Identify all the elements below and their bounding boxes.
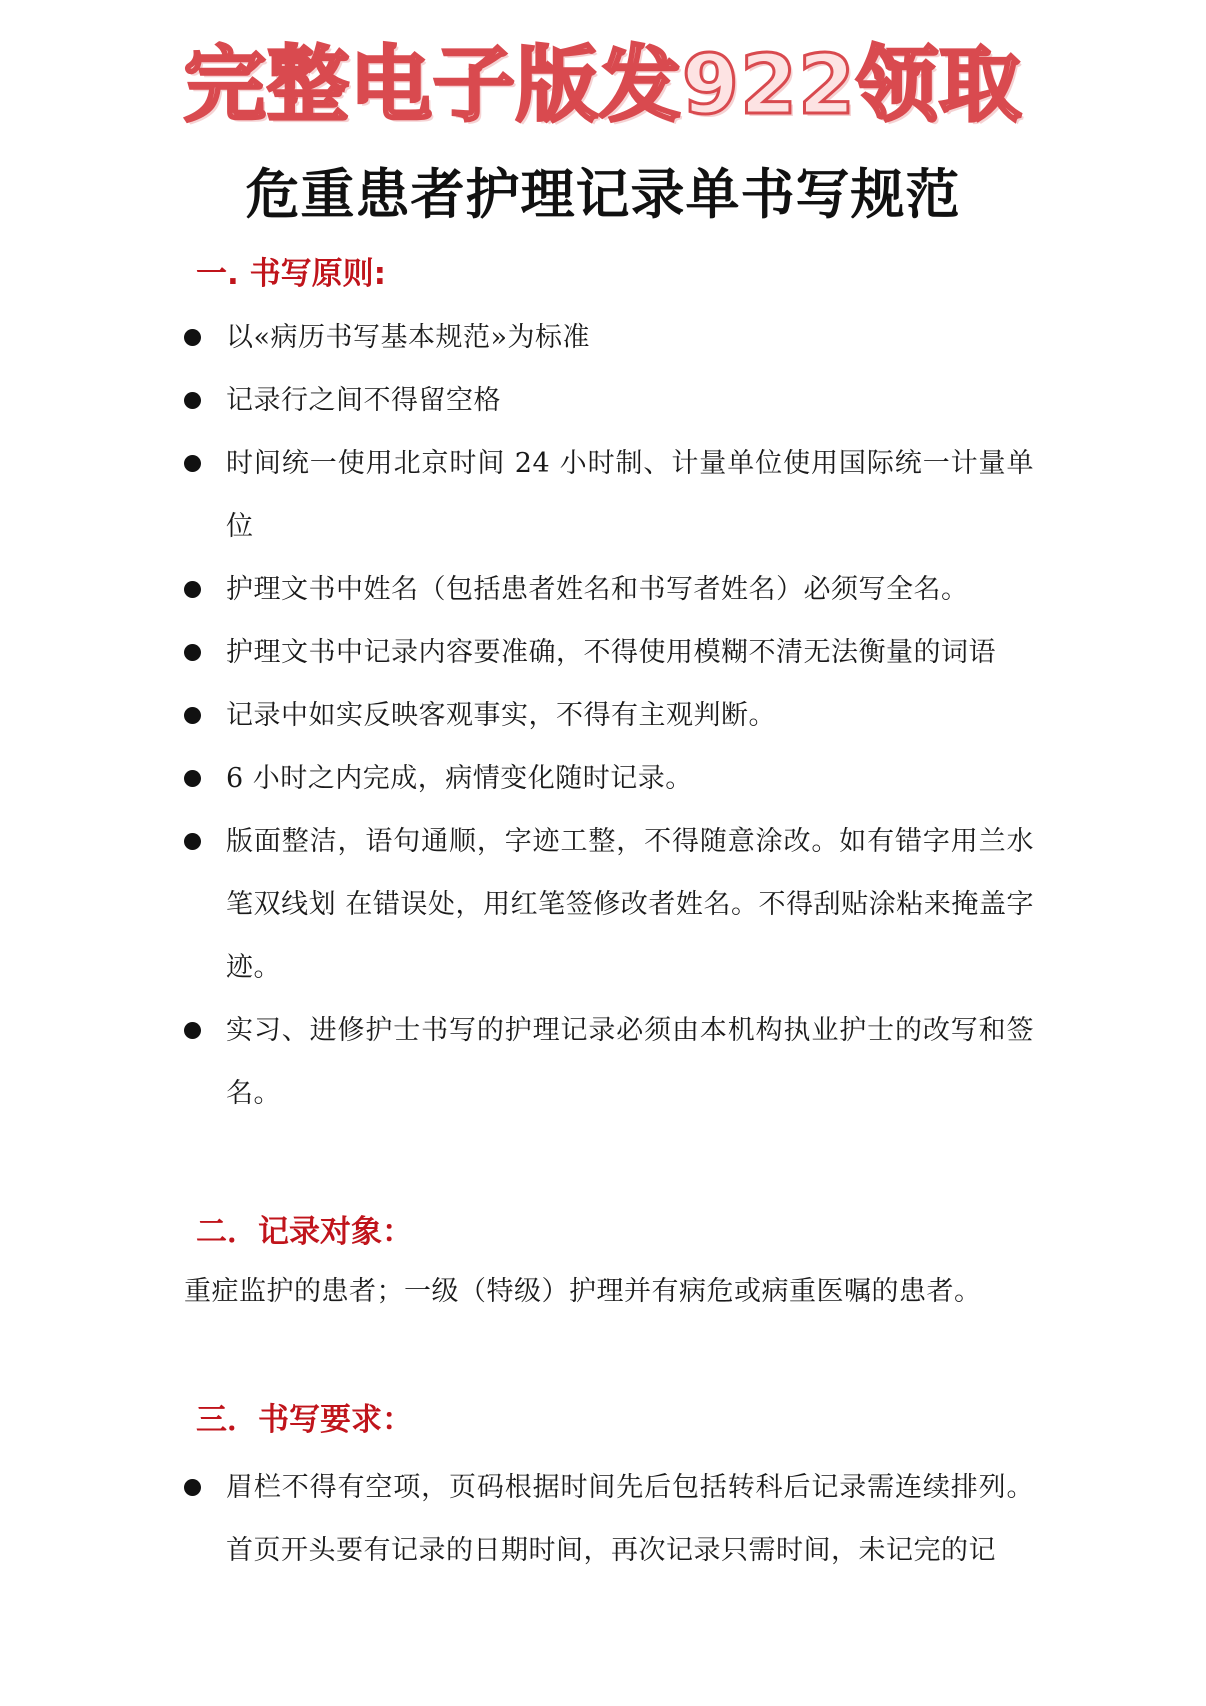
list-item-text: 眉栏不得有空项，页码根据时间先后包括转科后记录需连续排列。首页开头要有记录的日期时间，再次记录只需时间，未记完的记 xyxy=(226,1472,1034,1566)
list-item xyxy=(184,747,1034,810)
list-item-text: 6 小时之内完成，病情变化随时记录。 xyxy=(226,763,693,794)
list-item-text: 版面整洁，语句通顺，字迹工整，不得随意涂改。如有错字用兰水笔双线划 在错误处，用红笔签修改者姓名。不得刮贴涂粘来掩盖字迹。 xyxy=(226,826,1034,983)
bullet-icon xyxy=(184,644,201,661)
promo-banner: 完整电子版发922领取 xyxy=(183,38,1023,133)
list-item xyxy=(184,621,1034,684)
bullet-icon xyxy=(184,329,201,346)
requirements-list xyxy=(184,1456,1034,1582)
list-item xyxy=(184,684,1034,747)
list-item-text: 护理文书中记录内容要准确，不得使用模糊不清无法衡量的词语 xyxy=(226,637,996,668)
list-item-text: 以«病历书写基本规范»为标准 xyxy=(226,322,591,353)
list-item xyxy=(184,558,1034,621)
document-title: 危重患者护理记录单书写规范 xyxy=(245,163,961,226)
list-item-text: 时间统一使用北京时间 24 小时制、计量单位使用国际统一计量单位 xyxy=(226,448,1034,542)
list-item xyxy=(184,999,1034,1125)
section-heading-requirements: 三．书写要求： xyxy=(196,1402,413,1438)
list-item-text: 护理文书中姓名（包括患者姓名和书写者姓名）必须写全名。 xyxy=(226,574,969,605)
list-item-text: 记录中如实反映客观事实，不得有主观判断。 xyxy=(226,700,776,731)
list-item xyxy=(184,306,1034,369)
bullet-icon xyxy=(184,1022,201,1039)
subjects-paragraph: 重症监护的患者；一级（特级）护理并有病危或病重医嘱的患者。 xyxy=(184,1276,982,1307)
list-item xyxy=(184,369,1034,432)
list-item-text: 实习、进修护士书写的护理记录必须由本机构执业护士的改写和签名。 xyxy=(226,1015,1034,1109)
bullet-icon xyxy=(184,833,201,850)
list-item xyxy=(184,1456,1034,1582)
bullet-icon xyxy=(184,770,201,787)
section-heading-principles: 一. 书写原则: xyxy=(196,256,386,292)
bullet-icon xyxy=(184,707,201,724)
bullet-icon xyxy=(184,1479,201,1496)
section-heading-subjects: 二．记录对象： xyxy=(196,1214,413,1250)
list-item xyxy=(184,810,1034,999)
principles-list xyxy=(184,306,1034,1125)
bullet-icon xyxy=(184,455,201,472)
bullet-icon xyxy=(184,392,201,409)
list-item xyxy=(184,432,1034,558)
list-item-text: 记录行之间不得留空格 xyxy=(226,385,501,416)
bullet-icon xyxy=(184,581,201,598)
